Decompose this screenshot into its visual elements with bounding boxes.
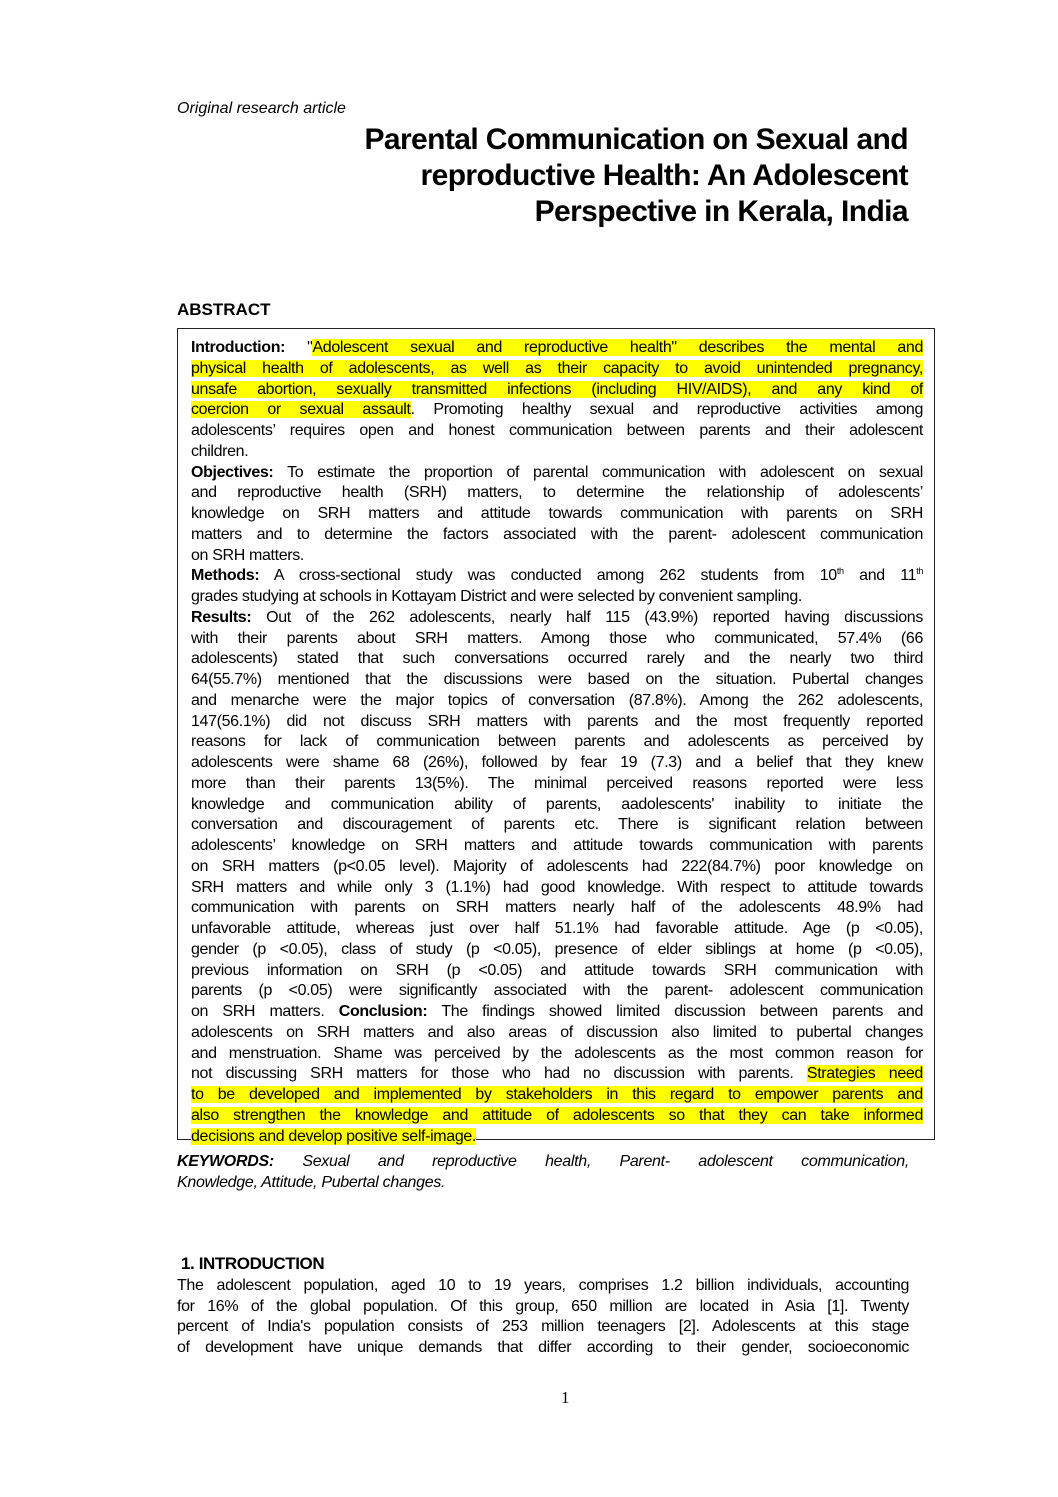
text-run: knowledge and communication ability of parents, aadolescents' inability to initiate the (191, 795, 923, 813)
abstract-line (191, 1002, 923, 1023)
abstract-line (191, 1106, 923, 1127)
text-run: unfavorable attitude, whereas just over half 51.1% had favorable attitude. Age (p <0.05), (191, 920, 923, 937)
superscript: th (916, 566, 923, 577)
abstract-line (191, 795, 923, 816)
highlighted-text: Adolescent sexual and reproductive health" describes the mental and (312, 339, 923, 356)
abstract-line (191, 566, 923, 587)
text-run: and 11 (843, 567, 917, 585)
text-run: adolescents) stated that such conversations occurred rarely and the nearly two third (191, 650, 923, 668)
intro-line: percent of India's population consists of 253 million teenagers [2]. Adolescents at this stage (177, 1318, 909, 1335)
text-run: with their parents about SRH matters. Among those who communicated, 57.4% (66 (191, 629, 923, 647)
abstract-line (191, 1127, 923, 1148)
text-run: adolescents on SRH matters and also areas of discussion also limited to pubertal changes (191, 1023, 923, 1041)
text-run: not discussing SRH matters for those who had no discussion with parents. (191, 1065, 807, 1083)
abstract-line (191, 898, 923, 919)
abstract-line (191, 400, 923, 421)
text-run: matters and to determine the factors associated with the parent- adolescent communication (191, 525, 923, 543)
abstract-line (191, 587, 923, 608)
article-title (268, 122, 908, 230)
abstract-line (191, 649, 923, 670)
text-run: The findings showed limited discussion between parents and (427, 1003, 923, 1020)
text-run: on SRH matters (p<0.05 level). Majority of adolescents had 222(84.7%) poor knowledge on (191, 857, 923, 875)
abstract-line (191, 919, 923, 940)
text-run: adolescents’ requires open and honest communication between parents and their adolescent (191, 422, 923, 439)
text-run: more than their parents 13(5%). The minimal perceived reasons reported were less (191, 774, 923, 792)
keywords-label: KEYWORDS: (177, 1153, 274, 1170)
abstract-line (191, 629, 923, 650)
section-label: Introduction: (191, 339, 286, 356)
abstract-line (191, 338, 923, 359)
abstract-line (191, 1023, 923, 1044)
text-run: parents (p <0.05) were significantly associated with the parent- adolescent communication (191, 982, 923, 1000)
keywords-line (177, 1152, 909, 1173)
text-run: adolescents were shame 68 (26%), followed by fear 19 (7.3) and a belief that they knew (191, 754, 923, 771)
abstract-line (191, 1044, 923, 1065)
abstract-line (191, 421, 923, 442)
abstract-line (191, 525, 923, 546)
text-run: children. (191, 442, 249, 460)
intro-line: The adolescent population, aged 10 to 19 years, comprises 1.2 billion individuals, accounting (177, 1277, 909, 1294)
introduction-body (177, 1276, 909, 1358)
text-run: and reproductive health (SRH) matters, to determine the relationship of adolescents’ (191, 484, 923, 502)
abstract-line (191, 857, 923, 878)
abstract-line (191, 836, 923, 857)
abstract-line (191, 546, 923, 567)
section-label: Objectives: (191, 463, 274, 481)
highlighted-text: decisions and develop positive self-image. (191, 1127, 477, 1145)
text-run: . Promoting healthy sexual and reproductive activities among (410, 401, 923, 419)
text-run: gender (p <0.05), class of study (p <0.05), presence of elder siblings at home (p <0.05), (191, 940, 923, 958)
text-run: reasons for lack of communication between parents and adolescents as perceived by (191, 733, 923, 751)
superscript: th (836, 566, 844, 577)
text-run: 64(55.7%) mentioned that the discussions were based on the situation. Pubertal changes (191, 671, 923, 688)
text-run: on SRH matters. (191, 546, 305, 564)
abstract-line (191, 670, 923, 691)
abstract-line (191, 463, 923, 484)
text-run: and menarche were the major topics of conversation (87.8%). Among the 262 adolescents, (191, 691, 923, 709)
abstract-line (191, 732, 923, 753)
keywords-line: Knowledge, Attitude, Pubertal changes. (177, 1173, 446, 1191)
section-label: Methods: (191, 567, 260, 585)
text-run: communication with parents on SRH matters nearly half of the adolescents 48.9% had (191, 899, 923, 917)
intro-line: for 16% of the global population. Of this group, 650 million are located in Asia [1]. Twenty (177, 1297, 909, 1315)
abstract-line (191, 878, 923, 899)
abstract-heading: ABSTRACT (177, 300, 271, 319)
section-heading-introduction: 1. INTRODUCTION (181, 1254, 325, 1273)
keywords (177, 1152, 909, 1194)
abstract-line (191, 712, 923, 733)
text-run: grades studying at schools in Kottayam District and were selected by convenient sampling. (191, 588, 802, 605)
abstract-line (191, 691, 923, 712)
text-run: conversation and discouragement of parents etc. There is significant relation between (191, 816, 923, 834)
abstract-line (191, 483, 923, 504)
abstract-line (191, 442, 923, 463)
abstract-line (191, 1085, 923, 1106)
text-run: Out of the 262 adolescents, nearly half 115 (43.9%) reported having discussions (251, 608, 923, 626)
text-run: previous information on SRH (p <0.05) and attitude towards SRH communication with (191, 961, 923, 979)
abstract-line (191, 1064, 923, 1085)
text-run: " (285, 339, 313, 356)
intro-line: of development have unique demands that differ according to their gender, socioeconomic (177, 1338, 909, 1356)
text-run: To estimate the proportion of parental communication with adolescent on sexual (273, 463, 923, 481)
highlighted-text: to be developed and implemented by stakeholders in this regard to empower parents and (191, 1086, 923, 1103)
abstract-line (191, 504, 923, 525)
title-line: Perspective in Kerala, India (534, 195, 908, 228)
abstract-line (191, 981, 923, 1002)
text-run: SRH matters and while only 3 (1.1%) had good knowledge. With respect to attitude towards (191, 878, 923, 896)
page-number: 1 (561, 1388, 570, 1407)
highlighted-text: also strengthen the knowledge and attitude of adolescents so that they can take informed (191, 1106, 923, 1124)
abstract-line (191, 961, 923, 982)
highlighted-text: Strategies need (806, 1065, 923, 1083)
highlighted-text: physical health of adolescents, as well as their capacity to avoid unintended pregnancy, (191, 359, 923, 377)
title-line: Parental Communication on Sexual and (364, 123, 908, 156)
abstract-body (191, 338, 923, 1147)
highlighted-text: coercion or sexual assault (191, 401, 411, 419)
text-run: adolescents’ knowledge on SRH matters and attitude towards communication with parents (191, 837, 923, 854)
keywords-text: Sexual and reproductive health, Parent- adolescent communication, (273, 1153, 909, 1170)
abstract-line (191, 359, 923, 380)
abstract-line (191, 815, 923, 836)
abstract-line (191, 940, 923, 961)
section-label: Conclusion: (338, 1003, 428, 1020)
abstract-line (191, 774, 923, 795)
text-run: knowledge on SRH matters and attitude towards communication with parents on SRH (191, 505, 923, 522)
abstract-line (191, 608, 923, 629)
text-run: A cross-sectional study was conducted among 262 students from 10 (259, 567, 837, 585)
abstract-line (191, 753, 923, 774)
title-line: reproductive Health: An Adolescent (420, 159, 908, 192)
text-run: 147(56.1%) did not discuss SRH matters with parents and the most frequently reported (191, 712, 923, 730)
abstract-line (191, 380, 923, 401)
text-run: on SRH matters. (191, 1003, 339, 1020)
text-run: and menstruation. Shame was perceived by the adolescents as the most common reason for (191, 1044, 923, 1062)
article-type-label: Original research article (177, 100, 346, 117)
highlighted-text: unsafe abortion, sexually transmitted infections (including HIV/AIDS), and any kind of (191, 380, 923, 398)
section-label: Results: (191, 608, 252, 626)
